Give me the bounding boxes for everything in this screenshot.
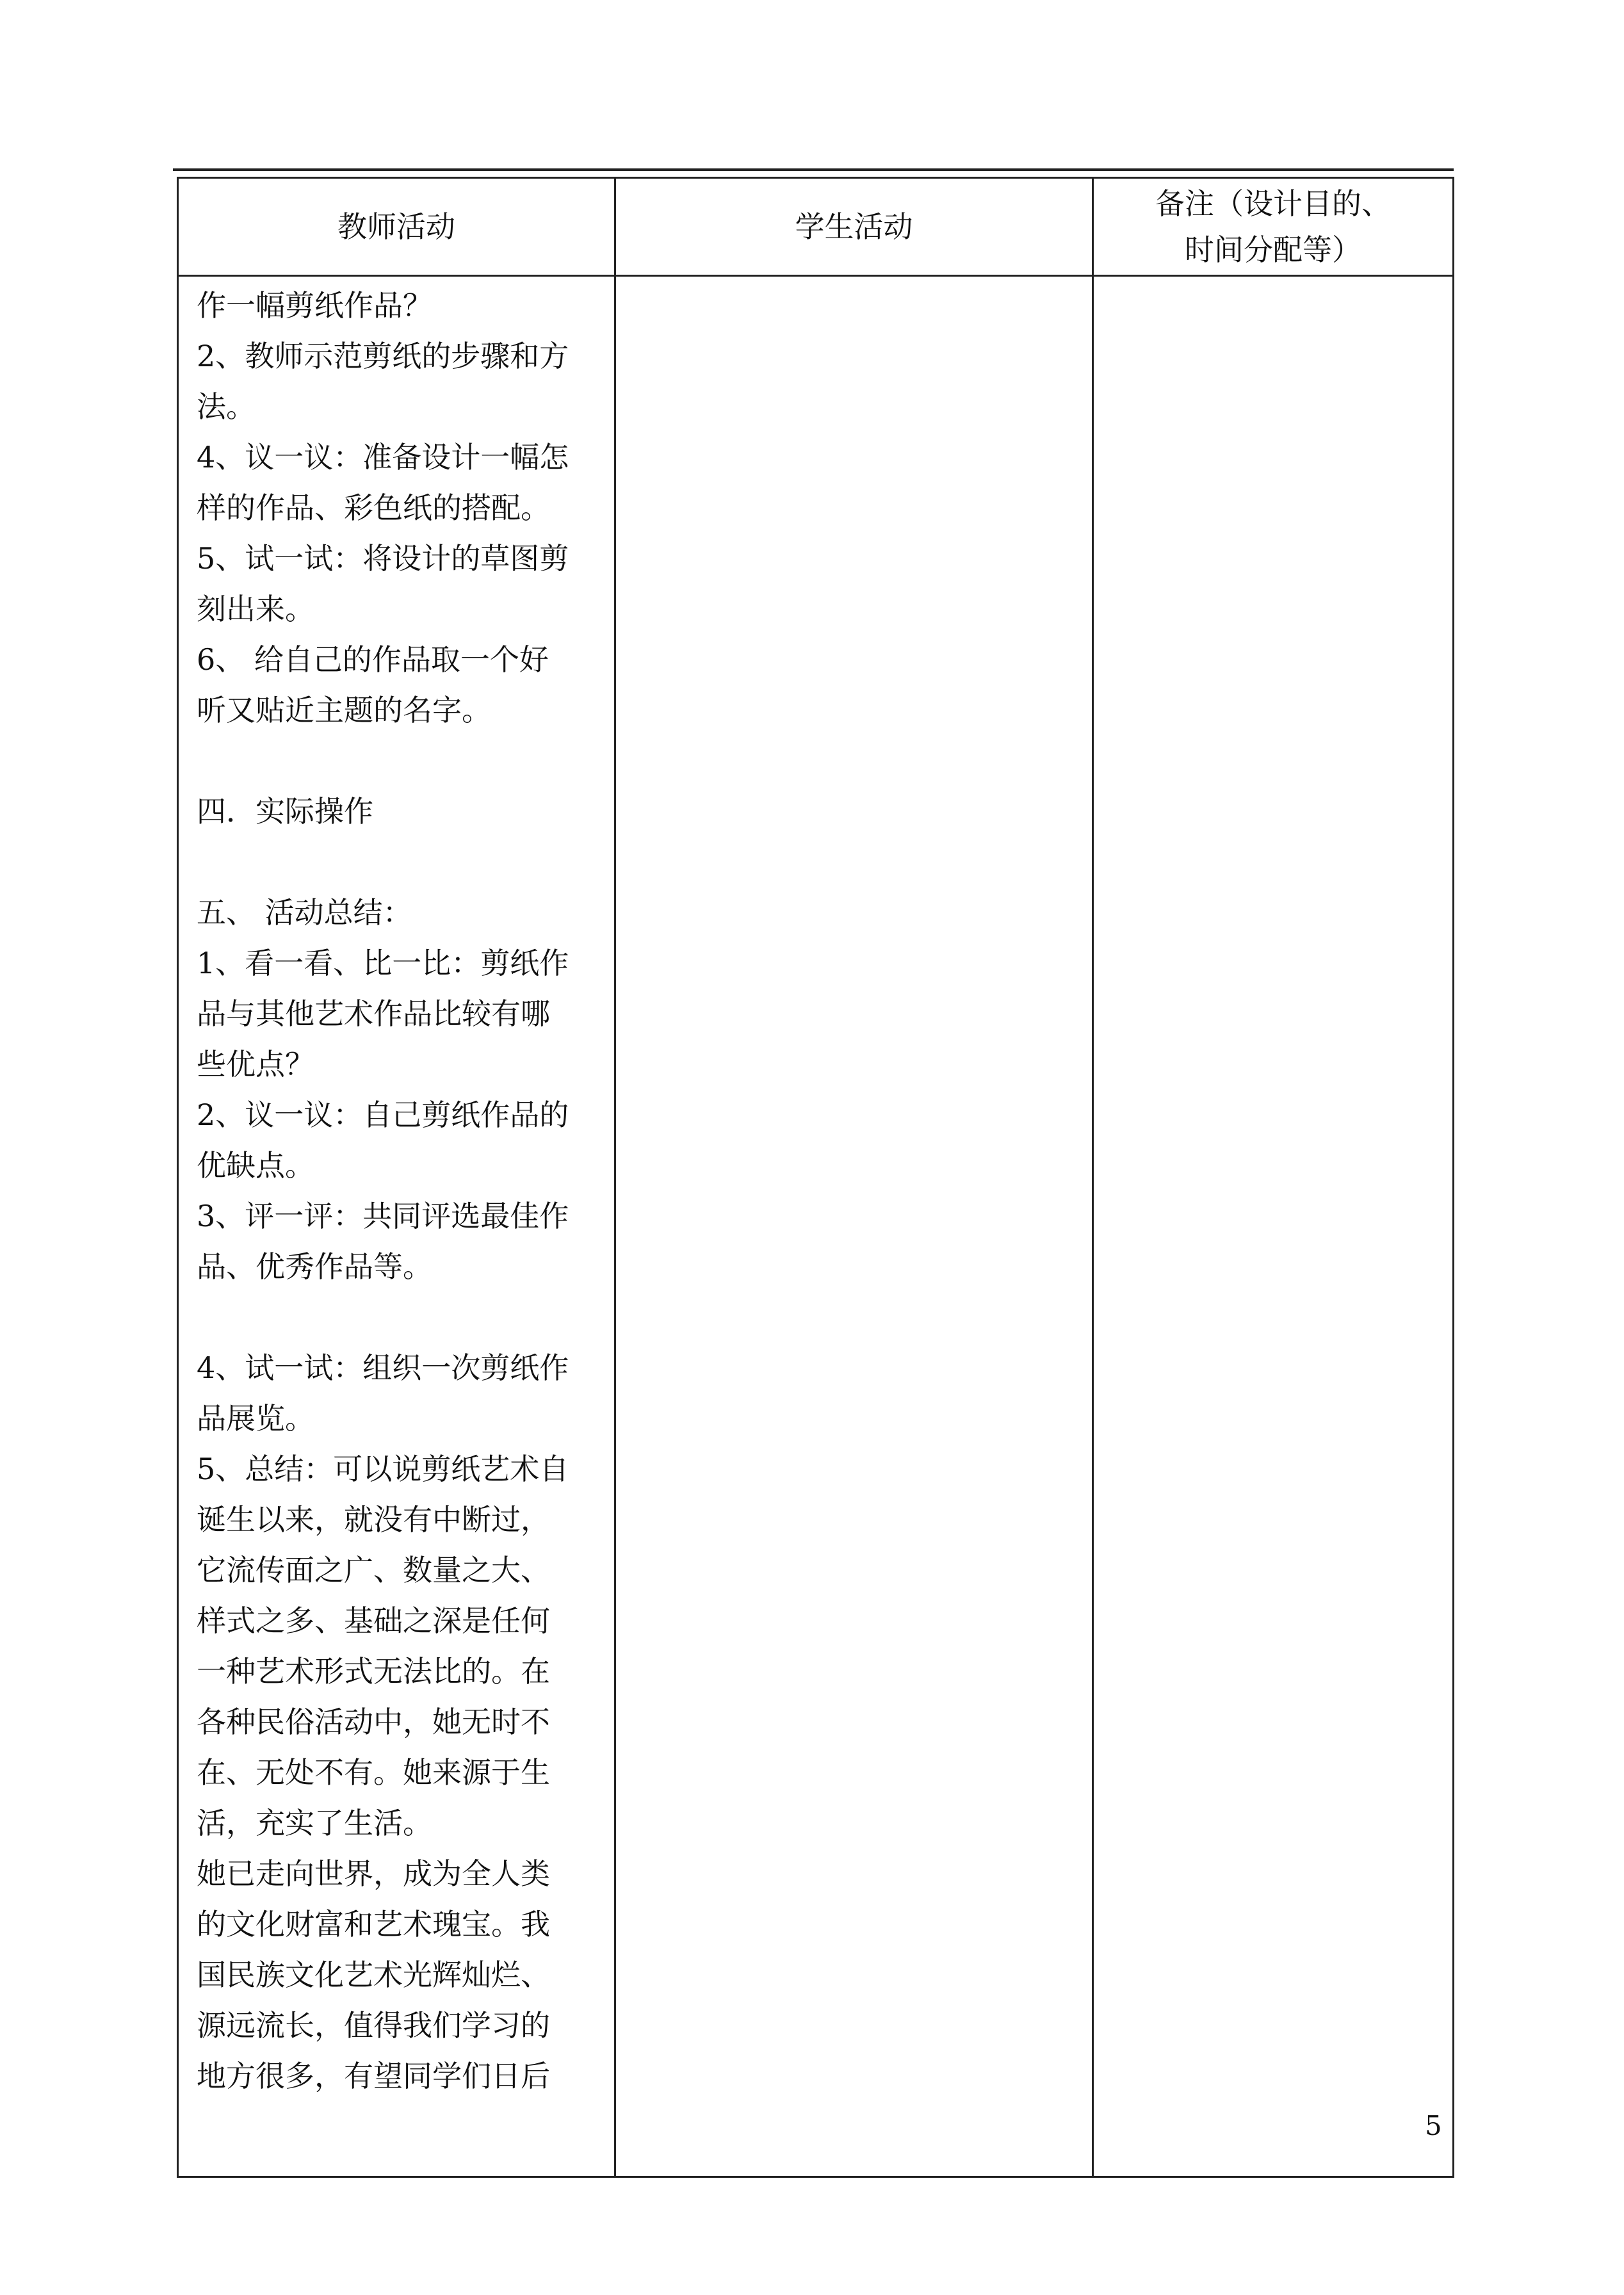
teacher-activity-line: 3、评一评：共同评选最佳作 bbox=[197, 1199, 569, 1233]
teacher-activity-line: 它流传面之广、数量之大、 bbox=[197, 1553, 550, 1587]
student-activity-cell bbox=[615, 276, 1093, 2177]
teacher-activity-line: 法。 bbox=[197, 389, 256, 424]
teacher-activity-cell bbox=[178, 276, 615, 2177]
teacher-activity-line: 品、优秀作品等。 bbox=[197, 1249, 432, 1284]
teacher-activity-line: 1、看一看、比一比：剪纸作 bbox=[197, 946, 569, 980]
blank-line bbox=[197, 1292, 599, 1343]
teacher-activity-line: 些优点？ bbox=[197, 1047, 314, 1082]
teacher-activity-line: 作一幅剪纸作品？ bbox=[197, 288, 432, 323]
notes-header bbox=[1093, 178, 1454, 276]
teacher-activity-line: 各种民俗活动中，她无时不 bbox=[197, 1705, 550, 1739]
teacher-activity-line: 4、试一试：组织一次剪纸作 bbox=[197, 1350, 569, 1385]
top-rule bbox=[173, 168, 1454, 171]
teacher-activity-line: 6、 给自己的作品取一个好 bbox=[197, 642, 549, 677]
teacher-activity-line: 四．实际操作 bbox=[197, 794, 373, 829]
blank-line bbox=[197, 736, 599, 786]
teacher-activity-line: 源远流长，值得我们学习的 bbox=[197, 2008, 550, 2043]
teacher-activity-line: 刻出来。 bbox=[197, 592, 314, 626]
teacher-activity-line: 国民族文化艺术光辉灿烂、 bbox=[197, 1958, 550, 1992]
teacher-activity-line: 听又贴近主题的名字。 bbox=[197, 693, 491, 727]
teacher-activity-line: 活，充实了生活。 bbox=[197, 1806, 432, 1840]
teacher-activity-line: 一种艺术形式无法比的。在 bbox=[197, 1654, 550, 1689]
teacher-activity-header: 教师活动 bbox=[178, 178, 615, 276]
teacher-activity-line: 2、议一议：自己剪纸作品的 bbox=[197, 1098, 569, 1132]
teacher-activity-line: 样的作品、彩色纸的搭配。 bbox=[197, 491, 550, 525]
body-row bbox=[178, 276, 1454, 2177]
header-row bbox=[178, 178, 1454, 276]
teacher-activity-line: 5、试一试：将设计的草图剪 bbox=[197, 541, 569, 576]
teacher-activity-line: 品展览。 bbox=[197, 1401, 314, 1436]
teacher-activity-line: 优缺点。 bbox=[197, 1148, 314, 1183]
teacher-activity-line: 的文化财富和艺术瑰宝。我 bbox=[197, 1907, 550, 1942]
blank-line bbox=[197, 837, 599, 888]
page-number: 5 bbox=[1425, 2110, 1442, 2141]
student-activity-header: 学生活动 bbox=[615, 178, 1093, 276]
lesson-plan-table bbox=[177, 177, 1454, 2178]
teacher-activity-line: 在、无处不有。她来源于生 bbox=[197, 1755, 550, 1790]
teacher-activity-line: 她已走向世界，成为全人类 bbox=[197, 1856, 550, 1891]
teacher-activity-line: 地方很多，有望同学们日后 bbox=[197, 2059, 550, 2093]
teacher-activity-line: 2、教师示范剪纸的步骤和方 bbox=[197, 339, 569, 373]
teacher-activity-line: 品与其他艺术作品比较有哪 bbox=[197, 996, 550, 1031]
teacher-activity-line: 样式之多、基础之深是任何 bbox=[197, 1603, 550, 1638]
teacher-activity-line: 五、 活动总结： bbox=[197, 895, 412, 930]
notes-header-text: 备注（设计目的、时间分配等） bbox=[1155, 186, 1391, 267]
notes-cell bbox=[1093, 276, 1454, 2177]
teacher-activity-line: 4、议一议：准备设计一幅怎 bbox=[197, 440, 569, 474]
teacher-activity-line: 5、总结：可以说剪纸艺术自 bbox=[197, 1452, 569, 1486]
teacher-activity-line: 诞生以来，就没有中断过， bbox=[197, 1502, 550, 1537]
